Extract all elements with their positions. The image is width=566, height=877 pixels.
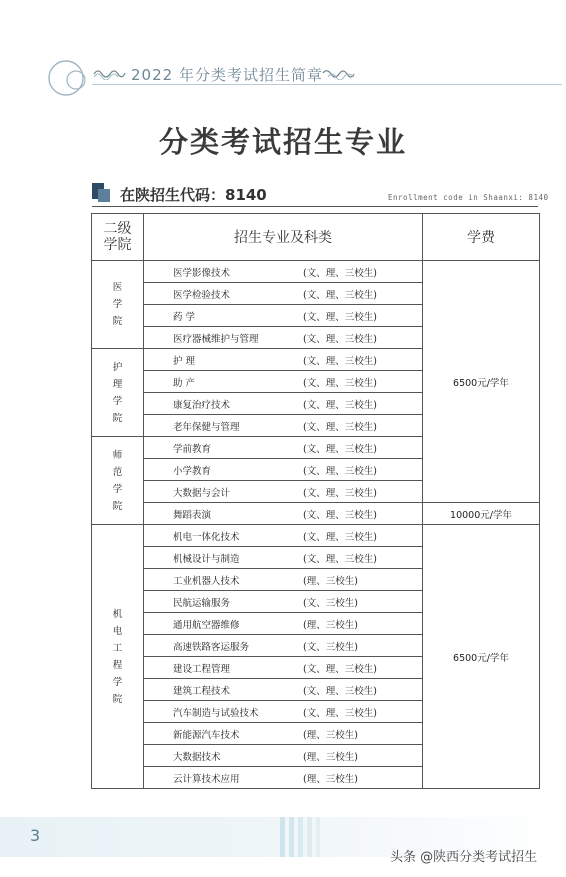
- major-cell: [144, 371, 423, 393]
- major-cell: [144, 591, 423, 613]
- code-rule: [92, 206, 538, 207]
- major-subjects: (理、三校生): [303, 620, 358, 631]
- page-title: 分类考试招生专业: [158, 125, 407, 159]
- college-cell-mechatronics: 机 电 工 程 学 院: [92, 525, 144, 789]
- major-name: 建筑工程技术: [173, 686, 231, 697]
- major-name: 云计算技术应用: [173, 774, 240, 785]
- major-subjects: (文、理、三校生): [303, 466, 377, 477]
- major-subjects: (文、理、三校生): [303, 444, 377, 455]
- major-subjects: (理、三校生): [303, 576, 358, 587]
- major-subjects: (文、理、三校生): [303, 708, 377, 719]
- college-cell-nursing: 护 理 学 院: [92, 349, 144, 437]
- major-name: 护 理: [173, 356, 196, 367]
- major-name: 学前教育: [173, 444, 212, 455]
- major-cell: [144, 481, 423, 503]
- major-cell: [144, 415, 423, 437]
- table-header-row: [92, 214, 540, 261]
- major-subjects: (文、理、三校生): [303, 554, 377, 565]
- major-subjects: (文、理、三校生): [303, 268, 377, 279]
- major-subjects: (文、理、三校生): [303, 532, 377, 543]
- major-subjects: (文、三校生): [303, 642, 358, 653]
- major-name: 老年保健与管理: [173, 422, 240, 433]
- major-subjects: (理、三校生): [303, 774, 358, 785]
- major-name: 工业机器人技术: [173, 576, 240, 587]
- major-subjects: (文、理、三校生): [303, 334, 377, 345]
- major-cell: [144, 745, 423, 767]
- major-name: 汽车制造与试验技术: [173, 708, 259, 719]
- watermark: 头条 @陕西分类考试招生: [390, 850, 538, 865]
- header-college: 二级 学院: [92, 214, 144, 261]
- table-row: [92, 503, 540, 525]
- major-cell: [144, 261, 423, 283]
- header-title: 2022 年分类考试招生简章: [131, 66, 323, 84]
- major-cell: [144, 525, 423, 547]
- major-cell: [144, 679, 423, 701]
- major-subjects: (文、理、三校生): [303, 378, 377, 389]
- major-cell: [144, 613, 423, 635]
- major-name: 助 产: [173, 378, 196, 389]
- footer-stripes-decoration: [280, 817, 370, 857]
- major-name: 通用航空器维修: [173, 620, 240, 631]
- major-subjects: (文、三校生): [303, 598, 358, 609]
- major-subjects: (文、理、三校生): [303, 686, 377, 697]
- major-name: 药 学: [173, 312, 196, 323]
- major-name: 建设工程管理: [173, 664, 231, 675]
- major-cell: [144, 393, 423, 415]
- major-cell: [144, 723, 423, 745]
- college-cell-education: 师 范 学 院: [92, 437, 144, 525]
- major-cell: [144, 635, 423, 657]
- major-name: 机电一体化技术: [173, 532, 240, 543]
- major-subjects: (理、三校生): [303, 730, 358, 741]
- major-subjects: (文、理、三校生): [303, 510, 377, 521]
- major-subjects: (理、三校生): [303, 752, 358, 763]
- page-number: 3: [30, 826, 41, 845]
- college-cell-medical: 医 学 院: [92, 261, 144, 349]
- major-cell: [144, 701, 423, 723]
- major-cell: [144, 327, 423, 349]
- major-cell: [144, 437, 423, 459]
- table-row: [92, 261, 540, 283]
- major-cell: [144, 283, 423, 305]
- major-name: 大数据技术: [173, 752, 221, 763]
- code-marker-light: [98, 189, 110, 202]
- major-cell: [144, 349, 423, 371]
- header-major: 招生专业及科类: [144, 214, 423, 261]
- major-name: 民航运输服务: [173, 598, 231, 609]
- major-name: 高速铁路客运服务: [173, 642, 250, 653]
- major-cell: [144, 767, 423, 789]
- major-subjects: (文、理、三校生): [303, 290, 377, 301]
- table-row: [92, 525, 540, 547]
- major-subjects: (文、理、三校生): [303, 488, 377, 499]
- major-name: 医学影像技术: [173, 268, 231, 279]
- wave-right-icon: [322, 66, 356, 80]
- rings-icon: [46, 54, 92, 100]
- header-fee: 学费: [423, 214, 540, 261]
- enrollment-code-english: Enrollment code in Shaanxi: 8140: [388, 193, 549, 202]
- major-name: 医学检验技术: [173, 290, 231, 301]
- fee-cell: 6500元/学年: [423, 525, 540, 789]
- major-name: 小学教育: [173, 466, 212, 477]
- major-name: 大数据与会计: [173, 488, 231, 499]
- major-name: 新能源汽车技术: [173, 730, 240, 741]
- fee-cell: 10000元/学年: [423, 503, 540, 525]
- fee-cell: 6500元/学年: [423, 261, 540, 503]
- major-name: 康复治疗技术: [173, 400, 231, 411]
- major-cell: [144, 547, 423, 569]
- major-name: 医疗器械维护与管理: [173, 334, 259, 345]
- wave-left-icon: [92, 66, 126, 80]
- major-subjects: (文、理、三校生): [303, 400, 377, 411]
- major-cell: [144, 305, 423, 327]
- major-name: 舞蹈表演: [173, 510, 212, 521]
- majors-table: [91, 213, 540, 789]
- major-subjects: (文、理、三校生): [303, 356, 377, 367]
- major-cell: [144, 569, 423, 591]
- major-subjects: (文、理、三校生): [303, 422, 377, 433]
- major-cell: [144, 657, 423, 679]
- major-name: 机械设计与制造: [173, 554, 240, 565]
- major-cell: [144, 503, 423, 525]
- major-subjects: (文、理、三校生): [303, 664, 377, 675]
- major-cell: [144, 459, 423, 481]
- enrollment-code-label: 在陕招生代码：8140: [120, 186, 267, 204]
- major-subjects: (文、理、三校生): [303, 312, 377, 323]
